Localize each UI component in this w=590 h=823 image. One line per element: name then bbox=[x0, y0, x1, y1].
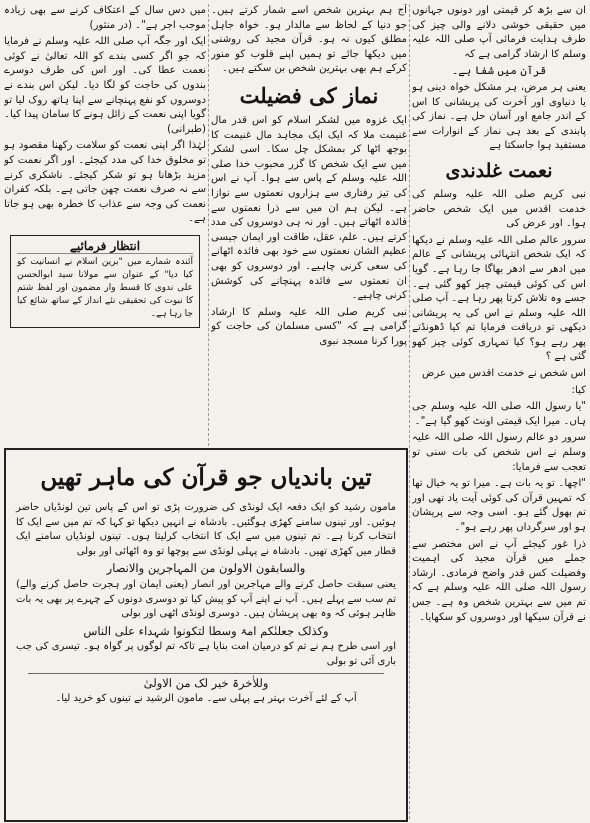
paragraph: اس شخص نے خدمت اقدس میں عرض bbox=[422, 368, 586, 380]
notice-box bbox=[10, 235, 200, 328]
quran-verse: والسابقون الاولون من المہاجرین والانصار bbox=[106, 561, 306, 576]
verse-strip bbox=[28, 673, 384, 691]
story-title: تین باندیاں جو قرآن کی ماہر تھیں bbox=[40, 464, 372, 491]
column-right bbox=[412, 4, 586, 819]
notice-title: انتظار فرمائیے bbox=[17, 239, 193, 254]
paragraph: یعنی سبقت حاصل کرنے والے مہاجرین اور انصار (یعنی ایمان اور ہجرت حاصل کرنے والے) تم سب سے پہلے ہیں۔ آپ نے اپنے آپ کو پیش کیا تو دوسری دونوں کے چہرے پر بھی یہ بات ظاہر ہوئی کہ وہ بھی پریشان ہیں۔ دوسری لونڈی اٹھی اور بولی bbox=[16, 578, 396, 620]
story-panel bbox=[4, 448, 408, 822]
paragraph: یعنی ہر مرض، ہر مشکل خواہ دینی ہو یا دنیاوی اور آخرت کی پریشانی کا اس کے اندر جامع اور آسان حل ہے۔ نماز کی پابندی کے بعد ہی نماز کے انوارات سے مستفید ہوا جاسکتا ہے bbox=[412, 81, 586, 152]
paragraph: اور اسی طرح ہم نے تم کو درمیان امت بنایا ہے تاکہ تم لوگوں پر گواہ ہو۔ تیسری کی جب باری آئی تو بولی bbox=[16, 641, 396, 667]
column-divider bbox=[409, 4, 410, 819]
section-heading: نماز کی فضیلت bbox=[239, 82, 379, 108]
paragraph: مامون رشید کو ایک دفعہ ایک لونڈی کی ضرورت پڑی تو اس کے پاس تین لونڈیاں حاضر ہوئیں۔ اور تینوں سامنے کھڑی ہوگئیں۔ بادشاہ نے انہیں دیکھا تو کہا کہ تم میں سے ایک کا انتخاب کرنا ہے۔ تم تینوں میں سے ایک کا انتخاب کرلیتا ہوں۔ تینوں لونڈیاں سامنے ایک قطار میں کھڑی تھیں۔ بادشاہ نے پہلی لونڈی سے پوچھا تو وہ اٹھائی اور بولی bbox=[16, 502, 396, 557]
paragraph: ان سے بڑھ کر قیمتی اور دونوں جہانوں میں حقیقی خوشی دلانے والی چیز کی طرف ہدایت فرمائی آپ صلی اللہ علیہ وسلم کا ارشاد گرامی ہے کہ bbox=[412, 5, 586, 60]
paragraph: سرور عالم صلی اللہ علیہ وسلم نے دیکھا کہ ایک شخص انتہائی پریشانی کے عالم میں ادھر سے ادھر بھاگا جا رہا ہے۔ گویا اس کی کوئی قیمتی چیز کھو گئی ہے۔ جسے وہ تلاش کرتا پھر رہا ہے۔ آپ صلی اللہ علیہ وسلم نے اس کی یہ پریشانی دیکھی تو دریافت فرمایا تم کیا ڈھونڈتے پھر رہے ہو؟ کیا تمہاری کوئی چیز کھو گئی ہے ؟ bbox=[412, 234, 586, 363]
paragraph: میں دس سال کے اعتکاف کرنے سے بھی زیادہ موجب اجر ہے"۔ (در منثور) bbox=[4, 5, 206, 31]
paragraph: نبی کریم صلی اللہ علیہ وسلم کی خدمت اقدس میں ایک شخص حاضر ہوا۔ اور عرض کی bbox=[412, 188, 586, 230]
paragraph: آپ کے لئے آخرت بہتر ہے پہلی سے۔ مامون الرشید نے تینوں کو خرید لیا۔ bbox=[55, 693, 357, 705]
quran-verse: وکذلک جعلنٰکم امۃ وسطا لتکونوا شہداء علی الناس bbox=[83, 623, 329, 638]
paragraph: ایک اور جگہ آپ صلی اللہ علیہ وسلم نے فرمایا کہ جو اگر کسی بندے کو اللہ تعالیٰ نے کوئی نعمت عطا کی۔ اور اس کی طرف دوسرے بندوں کی حاجت کو لگا دیا۔ لیکن اس بندے نے دوسروں کو نفع پہنچانے سے اپنا ہاتھ روک لیا تو گویا اپنی نعمت کے زائل ہونے کا سامان پیدا کیا۔ (طبرانی) bbox=[4, 36, 206, 135]
paragraph: نبی کریم صلی اللہ علیہ وسلم کا ارشاد گرامی ہے کہ "کسی مسلمان کی حاجت کو پورا کرنا مسجد نبوی bbox=[211, 306, 407, 347]
section-heading: نعمت غلدندی bbox=[445, 159, 553, 182]
quran-verse: وللاٰخرۃ خیر لک من الاولیٰ bbox=[143, 675, 269, 690]
paragraph: کیا: bbox=[571, 384, 586, 396]
paragraph: "اچھا۔ تو یہ بات ہے۔ میرا تو یہ خیال تھا کہ تمہیں قرآن کی کوئی آیت یاد تھی اور تم بھول گئے ہو۔ اسی وجہ سے پریشان ہو اور سرگرداں پھر رہے ہو"۔ bbox=[412, 478, 586, 533]
paragraph: آج ہم بہترین شخص اسے شمار کرتے ہیں۔ جو دنیا کے لحاظ سے مالدار ہو۔ خواہ جاہل مطلق کیوں نہ ہو۔ قرآن مجید کی روشنی میں دیکھا جائے تو ہمیں اپنے قلوب کو منور کرکے ہم بھی بہترین شخص بن سکتے ہیں۔ bbox=[211, 5, 407, 75]
paragraph: ایک غزوہ میں لشکر اسلام کو اس قدر مال غنیمت ملا کہ ایک ایک مجاہد مال غنیمت کا بوجھ اٹھا کر بمشکل چل سکا۔ اسی لشکر میں سے ایک شخص کا گزر محبوب خدا صلی اللہ علیہ وسلم کے پاس سے ہوا۔ آپ نے اس کی تیز رفتاری سے ہزاروں نعمتوں سے نوازا ہے۔ لیکن ہم ان میں سے ذرا نعمتوں سے فائدہ اٹھاتے ہیں۔ اور نہ ہی دوسروں کی مدد کرتے ہیں۔ علم، عقل، طاقت اور ایمان جیسی عظیم الشان نعمتوں سے خود بھی فائدہ اٹھانے کی سعی کرنی چاہیے۔ اور دوسروں کو بھی ان نعمتوں سے فائدہ پہنچانے کی کوشش کرنی چاہیے۔ bbox=[211, 114, 407, 302]
column-left bbox=[4, 4, 206, 446]
notice-text: آئندہ شمارے میں "برین اسلام نے انسانیت کو کیا دیا" کے عنوان سے مولانا سید ابوالحسن علی ندوی کا قسط وار مضمون اور لفظ شتم کا نبوت کی تحقیقی نئے انداز کے ساتھ شائع کیا جا رہا ہے۔ bbox=[17, 256, 193, 319]
paragraph: ذرا غور کیجئے آپ نے اس مختصر سے جملے میں قرآن مجید کی اہمیت وفضیلت کس قدر واضح فرمادی۔ ارشاد رسول اللہ صلی اللہ علیہ وسلم ہے کہ تم میں سے بہترین شخص وہ ہے۔ جس نے قرآن سیکھا اور دوسروں کو سکھایا۔ bbox=[412, 538, 586, 623]
paragraph: لہٰذا اگر اپنی نعمت کو سلامت رکھنا مقصود ہو تو مخلوق خدا کی مدد کیجئے۔ اور اگر نعمت کو مزید بڑھانا ہو تو شکر کیجئے۔ ناشکری کرنے سے نہ صرف نعمت چھن جاتی ہے۔ بلکہ کفران نعمت کی وجہ سے عذاب کا خطرہ بھی ہو جاتا ہے۔ bbox=[4, 140, 206, 225]
column-middle bbox=[211, 4, 407, 446]
paragraph: سرور دو عالم رسول اللہ صلی اللہ علیہ وسلم نے اس شخص کی بات سنی تو تعجب سے فرمایا: bbox=[412, 432, 586, 473]
paragraph: "یا رسول اللہ صلی اللہ علیہ وسلم جی ہاں۔ میرا ایک قیمتی اونٹ کھو گیا ہے"۔ bbox=[412, 401, 586, 427]
quote: قرآن میں شفا ہے۔ bbox=[451, 64, 547, 78]
column-divider bbox=[208, 4, 209, 446]
